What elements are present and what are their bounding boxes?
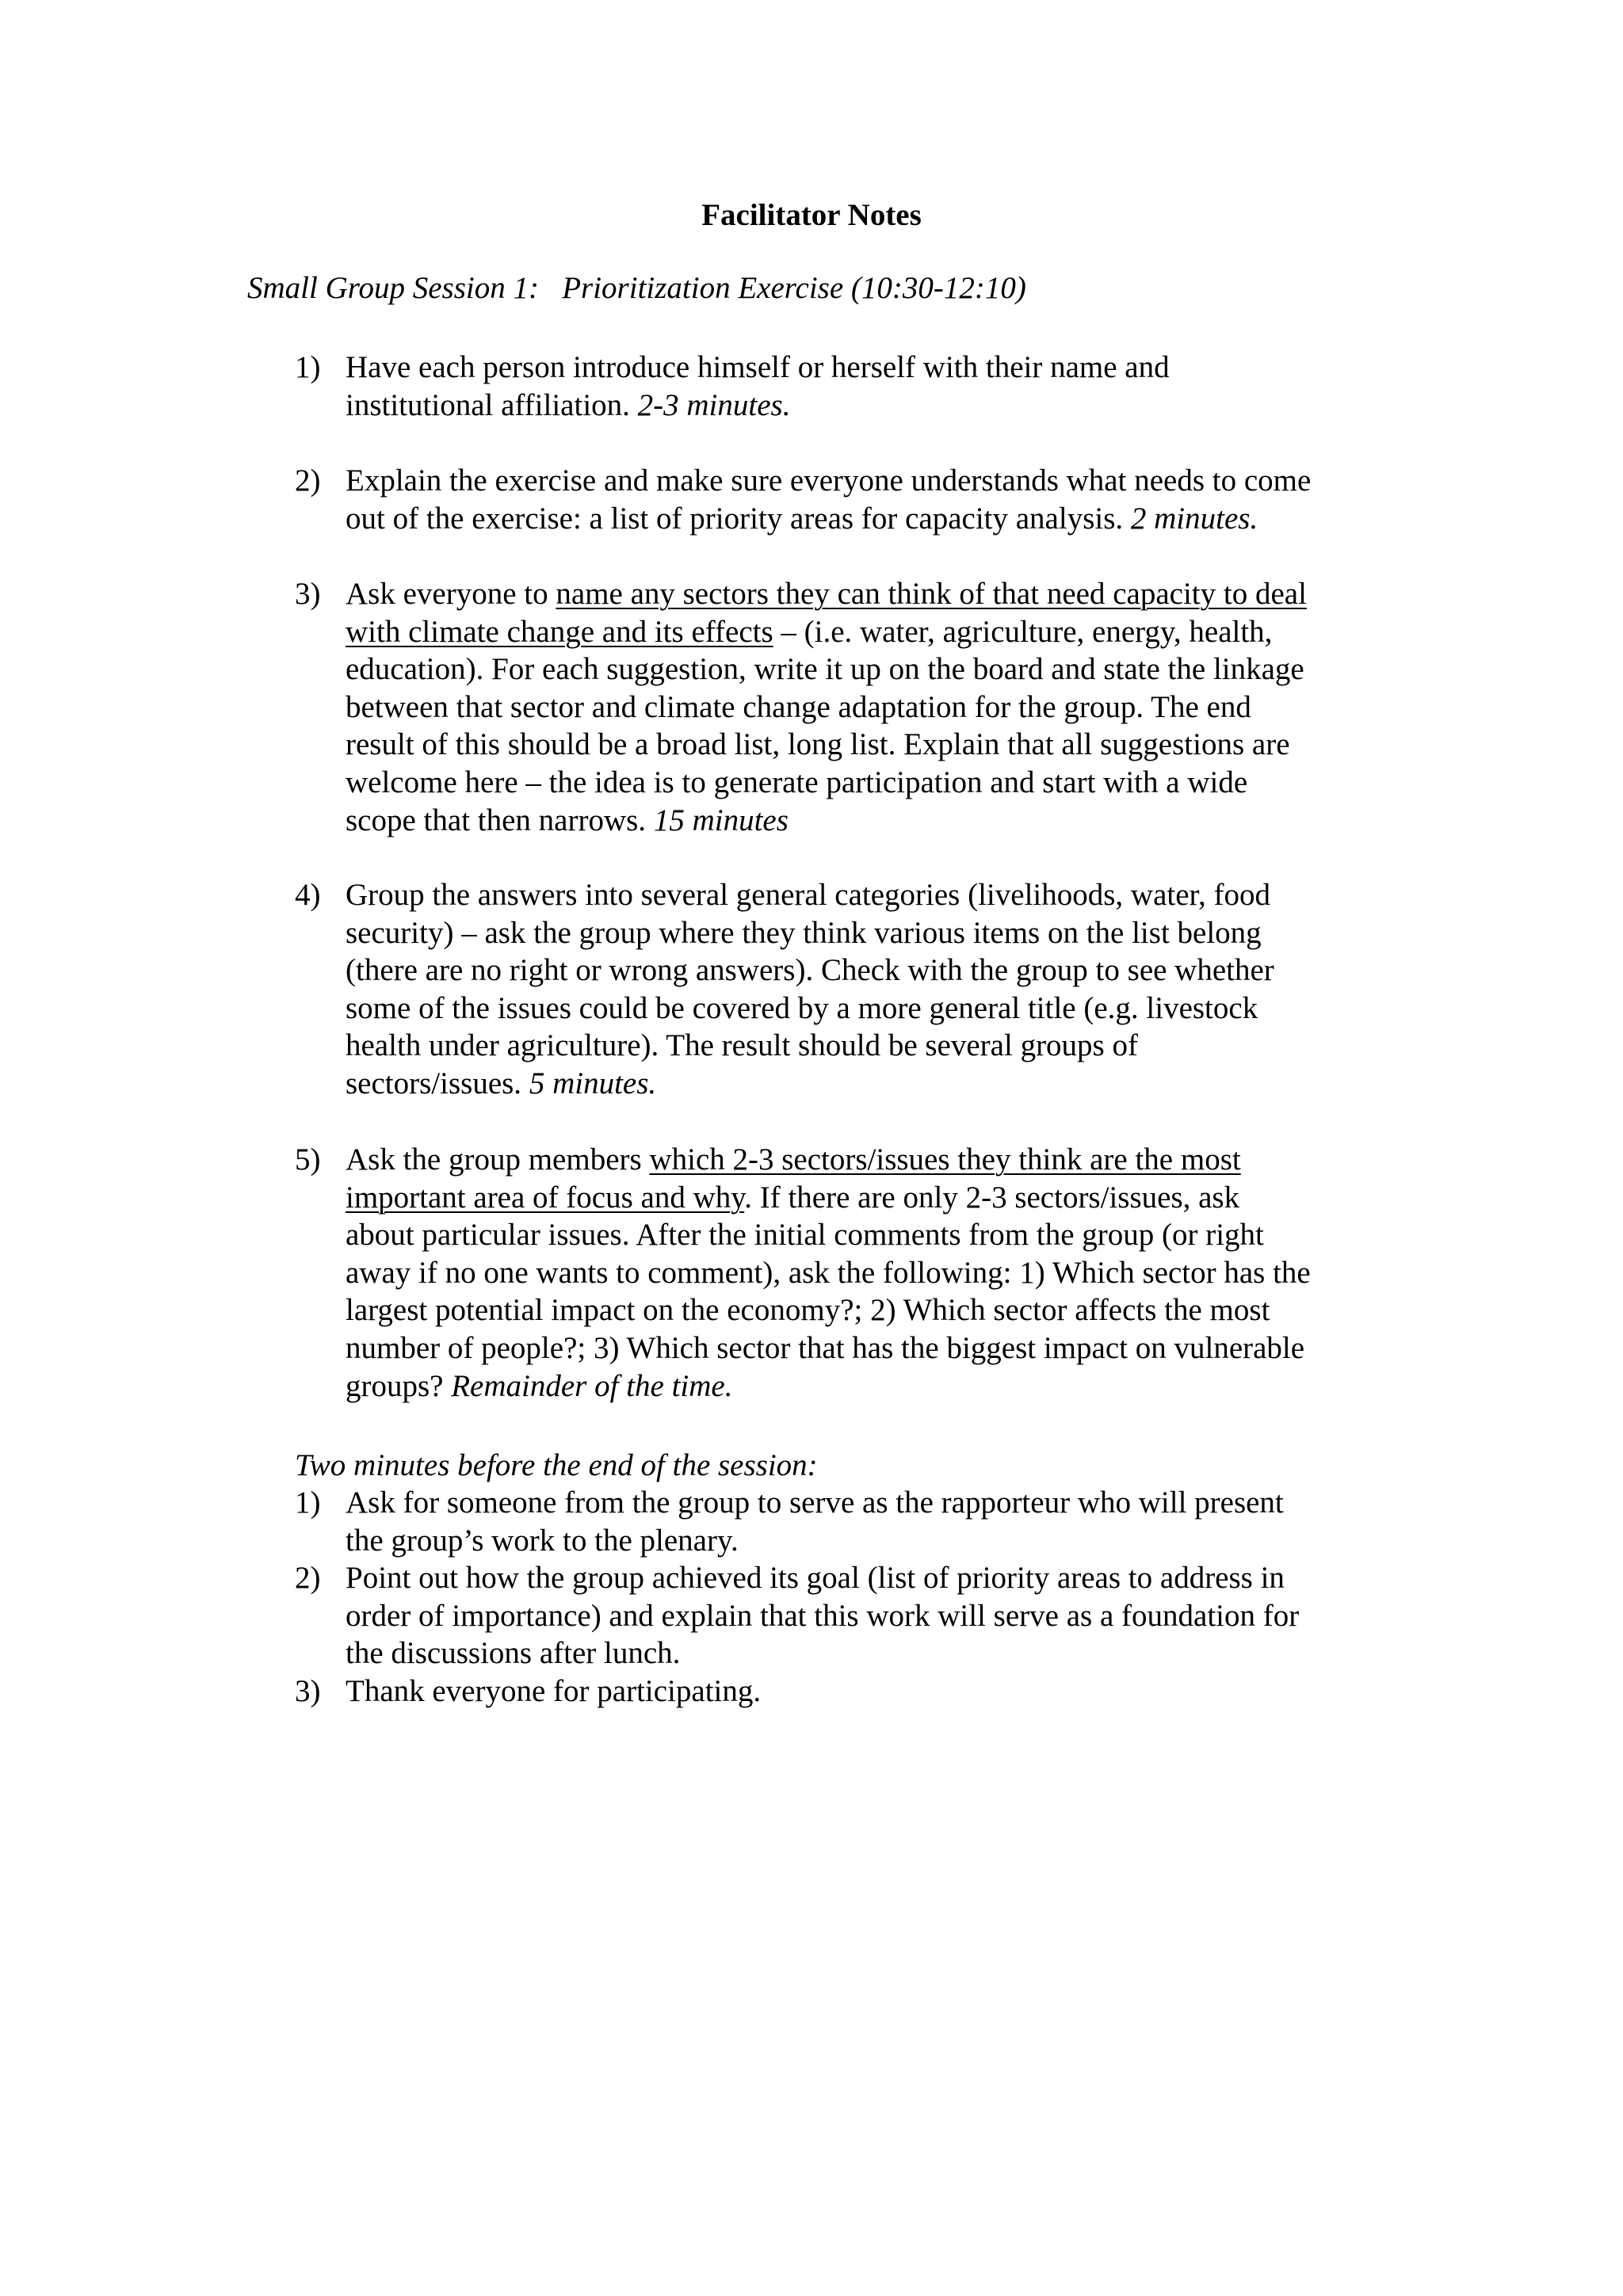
step-number: 2)	[295, 463, 321, 498]
step-text-line: Have each person introduce himself or herself with their name and	[346, 350, 1170, 384]
list-item	[295, 1141, 1387, 1405]
closing-list	[295, 1484, 1387, 1711]
step-text-line: (there are no right or wrong answers). Check with the group to see whether	[346, 953, 1274, 988]
closing-number: 1)	[295, 1486, 321, 1520]
step-2	[295, 462, 1387, 537]
step-text-line: Explain the exercise and make sure everyone understands what needs to come	[346, 463, 1312, 498]
time-estimate: Remainder of the time.	[451, 1368, 733, 1403]
list-item	[295, 876, 1387, 1103]
list-item	[295, 575, 1387, 839]
step-text-line: Ask everyone to	[346, 577, 556, 611]
step-3	[295, 575, 1387, 839]
step-number: 4)	[295, 878, 321, 912]
list-item	[295, 1484, 1387, 1559]
document-title: Facilitator Notes	[701, 198, 922, 232]
session-heading: Small Group Session 1: Prioritization Exercise (10:30-12:10)	[247, 271, 1026, 305]
list-item	[295, 1672, 1387, 1711]
closing-text-line: Point out how the group achieved its goal (list of priority areas to address in	[346, 1561, 1285, 1596]
step-number: 3)	[295, 577, 321, 611]
step-text-line: about particular issues. After the initial comments from the group (or right	[346, 1218, 1264, 1253]
closing-number: 3)	[295, 1673, 321, 1708]
step-5	[295, 1141, 1387, 1405]
step-text-line: education). For each suggestion, write it up on the board and state the linkage	[346, 652, 1304, 687]
step-text-line: – (i.e. water, agriculture, energy, health,	[773, 614, 1273, 649]
step-text-line: Group the answers into several general categories (livelihoods, water, food	[346, 878, 1270, 912]
underlined-instruction: important area of focus and why	[346, 1180, 745, 1215]
step-text-line: scope that then narrows.	[346, 803, 654, 837]
closing-text-line: the group’s work to the plenary.	[346, 1523, 739, 1558]
time-estimate: 2-3 minutes.	[637, 387, 791, 422]
step-text-line: institutional affiliation.	[346, 387, 638, 422]
underlined-instruction: which 2-3 sectors/issues they think are the most	[649, 1142, 1241, 1177]
step-text-line: welcome here – the idea is to generate participation and start with a wide	[346, 765, 1248, 799]
step-text-line: health under agriculture). The result should be several groups of	[346, 1028, 1138, 1063]
step-text-line: between that sector and climate change adaptation for the group. The end	[346, 689, 1251, 724]
underlined-instruction: with climate change and its effects	[346, 614, 773, 649]
time-estimate: 15 minutes	[653, 803, 789, 837]
closing-text-line: order of importance) and explain that this work will serve as a foundation for	[346, 1598, 1300, 1633]
step-text-line: out of the exercise: a list of priority areas for capacity analysis.	[346, 501, 1131, 536]
step-number: 1)	[295, 350, 321, 384]
step-text-line: security) – ask the group where they think various items on the list belong	[346, 915, 1262, 950]
step-4	[295, 876, 1387, 1103]
step-number: 5)	[295, 1142, 321, 1177]
step-text-line: number of people?; 3) Which sector that has the biggest impact on vulnerable	[346, 1330, 1305, 1365]
step-1	[295, 349, 1387, 424]
time-estimate: 5 minutes.	[529, 1066, 657, 1100]
step-text-line: largest potential impact on the economy?; 2) Which sector affects the most	[346, 1293, 1270, 1328]
closing-text-line: Thank everyone for participating.	[346, 1673, 762, 1708]
time-estimate: 2 minutes.	[1130, 501, 1258, 536]
step-text-line: . If there are only 2-3 sectors/issues, ask	[744, 1180, 1240, 1215]
underlined-instruction: name any sectors they can think of that need capacity to deal	[556, 577, 1307, 611]
closing-text-line: Ask for someone from the group to serve as the rapporteur who will present	[346, 1486, 1284, 1520]
closing-text-line: the discussions after lunch.	[346, 1636, 681, 1671]
step-text-line: groups?	[346, 1368, 452, 1403]
step-text-line: sectors/issues.	[346, 1066, 529, 1100]
list-item	[295, 462, 1387, 537]
list-item	[295, 1559, 1387, 1672]
closing-number: 2)	[295, 1561, 321, 1596]
step-text-line: result of this should be a broad list, long list. Explain that all suggestions are	[346, 727, 1290, 762]
step-text-line: some of the issues could be covered by a more general title (e.g. livestock	[346, 990, 1258, 1025]
step-text-line: Ask the group members	[346, 1142, 650, 1177]
step-text-line: away if no one wants to comment), ask the following: 1) Which sector has the	[346, 1255, 1311, 1290]
list-item	[295, 349, 1387, 424]
closing-heading: Two minutes before the end of the session:	[295, 1448, 818, 1482]
